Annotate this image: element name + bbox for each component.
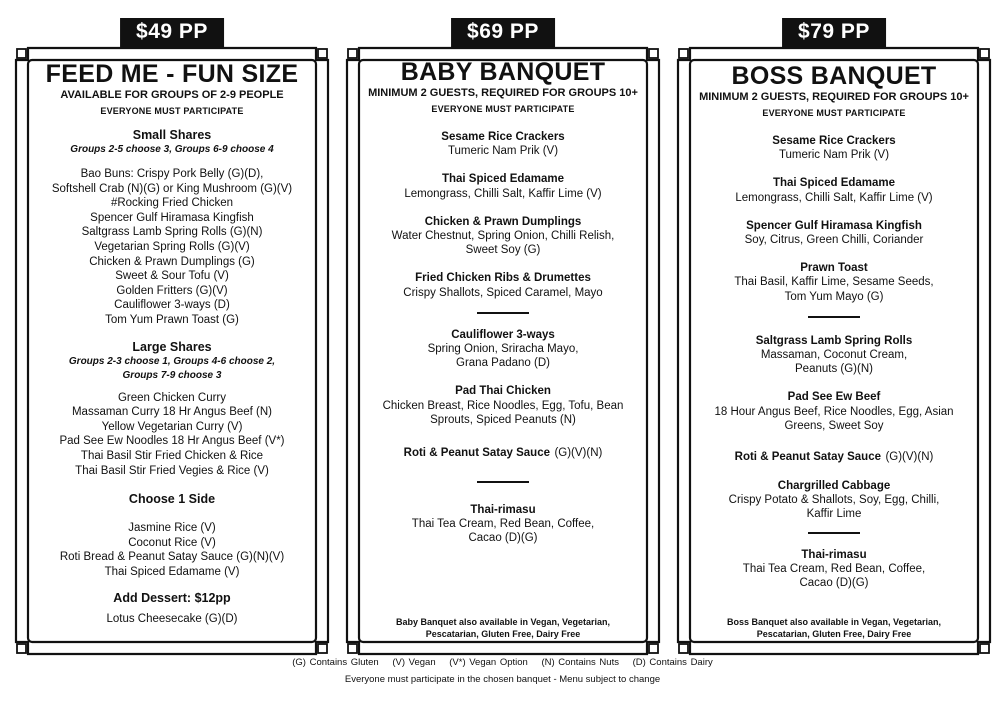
dish-name: Chargrilled Cabbage [777, 480, 891, 493]
section-note: Groups 2-3 choose 1, Groups 4-6 choose 2, [68, 355, 276, 367]
dish-name: Pad See Ew Beef [787, 391, 881, 404]
dish [686, 176, 982, 204]
panel-title: BOSS BANQUET [731, 62, 937, 90]
footnote-line: Boss Banquet also available in Vegan, Vegetarian, [726, 617, 942, 627]
dish-description: Tom Yum Mayo (G) [784, 290, 884, 303]
dish-name: Roti & Peanut Satay Sauce [734, 451, 881, 464]
legend-item: (N) Contains Nuts [541, 657, 619, 668]
divider [477, 481, 529, 483]
section-note: Groups 7-9 choose 3 [122, 369, 222, 381]
panel-title: BABY BANQUET [400, 58, 606, 86]
dish-name: Thai Spiced Edamame [772, 177, 896, 190]
dish-name: Spencer Gulf Hiramasa Kingfish [746, 219, 922, 232]
dish-name: Fried Chicken Ribs & Drumettes [415, 272, 591, 285]
dish-description: (G)(V)(N) [554, 447, 603, 460]
list-item: Roti Bread & Peanut Satay Sauce (G)(N)(V) [59, 551, 285, 564]
dish-description: Thai Basil, Kaffir Lime, Sesame Seeds, [734, 276, 934, 289]
dish-name: Saltgrass Lamb Spring Rolls [755, 334, 913, 347]
list-item: #Rocking Fried Chicken [110, 197, 234, 210]
list-item: Bao Buns: Crispy Pork Belly (G)(D), [80, 168, 264, 180]
dish-description: Massaman, Coconut Cream, [760, 349, 908, 362]
list-item: Pad See Ew Noodles 18 Hr Angus Beef (V*) [59, 435, 285, 448]
list-item: Cauliflower 3-ways (D) [114, 299, 230, 312]
dish-description: Cacao (D)(G) [799, 577, 869, 590]
list-item: Thai Basil Stir Fried Chicken & Rice [80, 449, 264, 462]
dish-description: Chicken Breast, Rice Noodles, Egg, Tofu, Bean [382, 399, 624, 412]
list-item: Thai Spiced Edamame (V) [104, 565, 240, 578]
dish [355, 328, 651, 371]
dish-name: Chicken & Prawn Dumplings [424, 215, 582, 228]
participate-note: EVERYONE MUST PARTICIPATE [762, 108, 906, 118]
participate-note: EVERYONE MUST PARTICIPATE [100, 106, 244, 116]
dish-description: Spring Onion, Sriracha Mayo, [427, 343, 579, 356]
section-heading: Small Shares [132, 128, 212, 142]
panel-title: FEED ME - FUN SIZE [45, 60, 299, 88]
dish [355, 503, 651, 546]
dish-description: Kaffir Lime [806, 508, 862, 521]
side-list [24, 521, 320, 579]
price-tag: $69 PP [451, 18, 555, 47]
panel-subtitle: MINIMUM 2 GUESTS, REQUIRED FOR GROUPS 10+ [699, 91, 969, 103]
list-item: Saltgrass Lamb Spring Rolls (G)(N) [81, 226, 263, 239]
dish-name: Thai-rimasu [470, 504, 536, 517]
dish-name: Sesame Rice Crackers [441, 131, 565, 143]
dish-description: (G)(V)(N) [885, 451, 934, 464]
dish-description: Tumeric Nam Prik (V) [447, 145, 559, 158]
dish-description: 18 Hour Angus Beef, Rice Noodles, Egg, Asian [714, 405, 954, 418]
dish-description: Soy, Citrus, Green Chilli, Coriander [744, 234, 924, 247]
dish [355, 271, 651, 299]
list-item: Golden Fritters (G)(V) [116, 284, 228, 297]
bottom-note: Everyone must participate in the chosen banquet - Menu subject to change [344, 674, 661, 685]
dish [355, 172, 651, 200]
participate-note: EVERYONE MUST PARTICIPATE [431, 104, 575, 114]
dish [686, 261, 982, 304]
legend-item: (D) Contains Dairy [632, 657, 713, 668]
dish [686, 479, 982, 522]
dish [686, 548, 982, 591]
panel-subtitle: MINIMUM 2 GUESTS, REQUIRED FOR GROUPS 10+ [368, 87, 638, 99]
list-item: Jasmine Rice (V) [128, 522, 216, 535]
dish [686, 390, 982, 433]
dish-name: Roti & Peanut Satay Sauce [403, 447, 550, 460]
dish [355, 384, 651, 427]
dish-description: Tumeric Nam Prik (V) [778, 149, 890, 162]
dish-description: Greens, Sweet Soy [784, 419, 884, 432]
dish-description: Lemongrass, Chilli Salt, Kaffir Lime (V) [735, 191, 933, 204]
dish-description: Crispy Shallots, Spiced Caramel, Mayo [403, 286, 603, 299]
menu-panel-boss-banquet [676, 20, 992, 656]
section-note: Groups 2-5 choose 3, Groups 6-9 choose 4 [70, 144, 274, 155]
dish [686, 134, 982, 162]
dish-name: Thai Spiced Edamame [441, 173, 565, 186]
small-shares-list [24, 167, 320, 328]
list-item: Lotus Cheesecake (G)(D) [106, 613, 238, 626]
dish-description: Cacao (D)(G) [468, 532, 538, 545]
list-item: Chicken & Prawn Dumplings (G) [89, 255, 255, 268]
dish [686, 219, 982, 247]
legend-item: (G) Contains Gluten [292, 657, 379, 668]
dish [686, 334, 982, 377]
legend-item: (V) Vegan [392, 657, 436, 668]
list-item: Sweet & Sour Tofu (V) [115, 270, 229, 283]
panel-subtitle: AVAILABLE FOR GROUPS OF 2-9 PEOPLE [60, 89, 284, 101]
dish-description: Crispy Potato & Shallots, Soy, Egg, Chilli, [728, 494, 940, 507]
dish-name: Sesame Rice Crackers [772, 135, 896, 147]
dietary-footnote [686, 616, 982, 640]
divider [808, 532, 860, 534]
footnote-line: Pescatarian, Gluten Free, Dairy Free [425, 629, 581, 639]
menu-panel-baby-banquet [345, 20, 661, 656]
divider [477, 312, 529, 314]
dish-description: Thai Tea Cream, Red Bean, Coffee, [742, 562, 926, 575]
dish [686, 447, 982, 465]
dish [355, 215, 651, 258]
list-item: Green Chicken Curry [117, 391, 226, 404]
dish-description: Sweet Soy (G) [465, 244, 541, 257]
divider [808, 316, 860, 318]
price-tag: $49 PP [120, 18, 224, 47]
footnote-line: Pescatarian, Gluten Free, Dairy Free [756, 629, 912, 639]
list-item: Coconut Rice (V) [128, 536, 216, 549]
dish [355, 130, 651, 158]
footnote-line: Baby Banquet also available in Vegan, Vegetarian, [395, 617, 611, 627]
dish-description: Lemongrass, Chilli Salt, Kaffir Lime (V) [404, 187, 602, 200]
price-tag: $79 PP [782, 18, 886, 47]
dish-name: Pad Thai Chicken [455, 385, 551, 398]
dish-description: Thai Tea Cream, Red Bean, Coffee, [411, 518, 595, 531]
dish-name: Thai-rimasu [801, 548, 867, 561]
dish-description: Peanuts (G)(N) [795, 363, 873, 376]
list-item: Yellow Vegetarian Curry (V) [101, 420, 243, 433]
dish-name: Cauliflower 3-ways [451, 328, 555, 341]
legend-item: (V*) Vegan Option [449, 657, 528, 668]
section-heading: Choose 1 Side [128, 492, 216, 507]
menu-panel-feed-me [14, 20, 330, 656]
large-shares-list [24, 391, 320, 479]
dish-description: Water Chestnut, Spring Onion, Chilli Relish, [391, 230, 615, 243]
list-item: Thai Basil Stir Fried Vegies & Rice (V) [75, 464, 269, 477]
section-heading: Add Dessert: $12pp [113, 591, 231, 606]
list-item: Vegetarian Spring Rolls (G)(V) [94, 240, 250, 253]
dish-name: Prawn Toast [800, 262, 868, 275]
dish-description: Grana Padano (D) [456, 357, 550, 370]
dietary-footnote [355, 616, 651, 640]
dish [355, 443, 651, 461]
dietary-legend [0, 657, 1005, 668]
list-item: Softshell Crab (N)(G) or King Mushroom (G)(V) [51, 182, 293, 195]
list-item: Tom Yum Prawn Toast (G) [105, 313, 239, 326]
section-heading: Large Shares [132, 339, 212, 354]
list-item: Spencer Gulf Hiramasa Kingfish [90, 211, 254, 224]
dish-description: Sprouts, Spiced Peanuts (N) [430, 413, 576, 426]
list-item: Massaman Curry 18 Hr Angus Beef (N) [71, 406, 273, 419]
